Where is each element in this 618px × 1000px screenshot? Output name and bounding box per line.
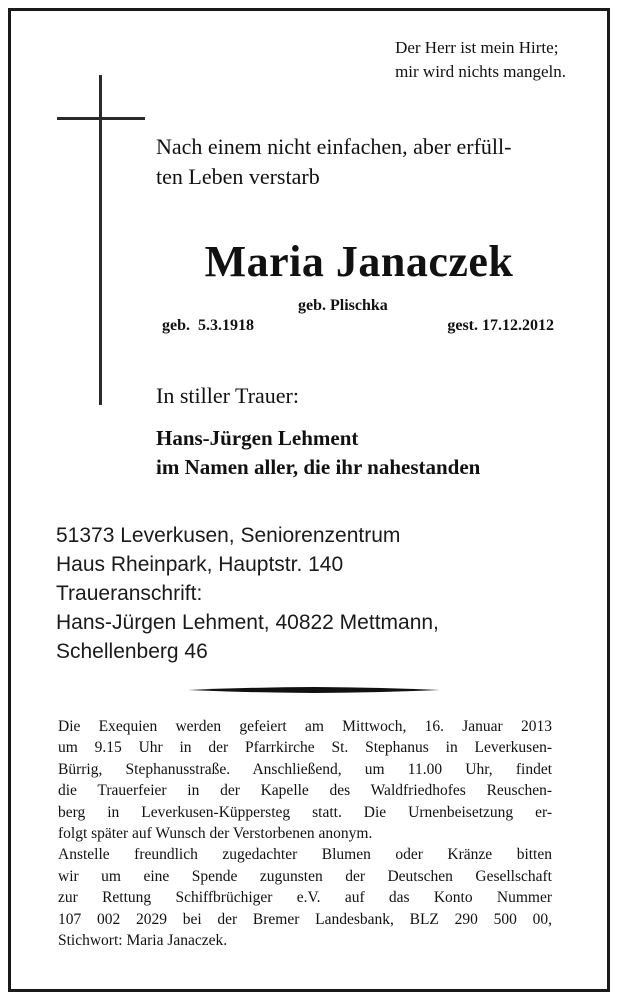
bible-verse (395, 36, 566, 84)
life-dates (162, 317, 554, 335)
notice-line: zur Rettung Schiffbrüchiger e.V. auf das Konto Nummer (58, 889, 552, 907)
mourning-label: In stiller Trauer: (156, 383, 299, 408)
notice-line: wir um eine Spende zugunsten der Deutschen Gesellschaft (58, 867, 552, 885)
address-line-2: Haus Rheinpark, Hauptstr. 140 (56, 553, 344, 576)
notice-line: die Trauerfeier in der Kapelle des Waldfriedhofes Reuschen- (58, 782, 552, 800)
signers (156, 424, 480, 482)
cross-icon-crossbar (57, 117, 145, 120)
intro-line-1: Nach einem nicht einfachen, aber erfüll- (156, 134, 512, 159)
maiden-name: geb. Plischka (298, 297, 388, 314)
notice-line: Stichwort: Maria Janaczek. (58, 932, 228, 950)
notice-line: 107 002 2029 bei der Bremer Landesbank, BLZ 290 500 00, (58, 910, 552, 928)
notice-line: folgt später auf Wunsch der Verstorbenen anonym. (58, 825, 373, 843)
notice-line: berg in Leverkusen-Küppersteg statt. Die Urnenbeisetzung er- (58, 803, 552, 821)
address-line-4: Hans-Jürgen Lehment, 40822 Mettmann, (56, 611, 439, 634)
notice-line: Die Exequien werden gefeiert am Mittwoch, 16. Januar 2013 (58, 718, 552, 735)
birth-date: geb. 5.3.1918 (162, 317, 254, 334)
deceased-name: Maria Janaczek (204, 237, 514, 286)
address-line-3: Traueranschrift: (56, 582, 203, 605)
signer-note: im Namen aller, die ihr nahestanden (156, 455, 481, 479)
intro-line-2: ten Leben verstarb (156, 164, 320, 189)
death-date: gest. 17.12.2012 (447, 317, 554, 334)
notice-line: um 9.15 Uhr in der Pfarrkirche St. Stephanus in Leverkusen- (58, 739, 552, 757)
intro-text (156, 132, 511, 192)
address-line-1: 51373 Leverkusen, Seniorenzentrum (56, 524, 401, 547)
notice-line: Anstelle freundlich zugedachter Blumen oder Kränze bitten (58, 846, 552, 864)
divider-ornament (188, 687, 440, 693)
address-line-5: Schellenberg 46 (56, 640, 208, 663)
bible-verse-line-2: mir wird nichts mangeln. (395, 62, 566, 81)
notice-line: Bürrig, Stephanusstraße. Anschließend, um 11.00 Uhr, findet (58, 760, 552, 778)
address-block (56, 521, 439, 666)
signer-name: Hans-Jürgen Lehment (156, 426, 359, 450)
bible-verse-line-1: Der Herr ist mein Hirte; (395, 38, 559, 57)
funeral-notice (58, 716, 552, 951)
